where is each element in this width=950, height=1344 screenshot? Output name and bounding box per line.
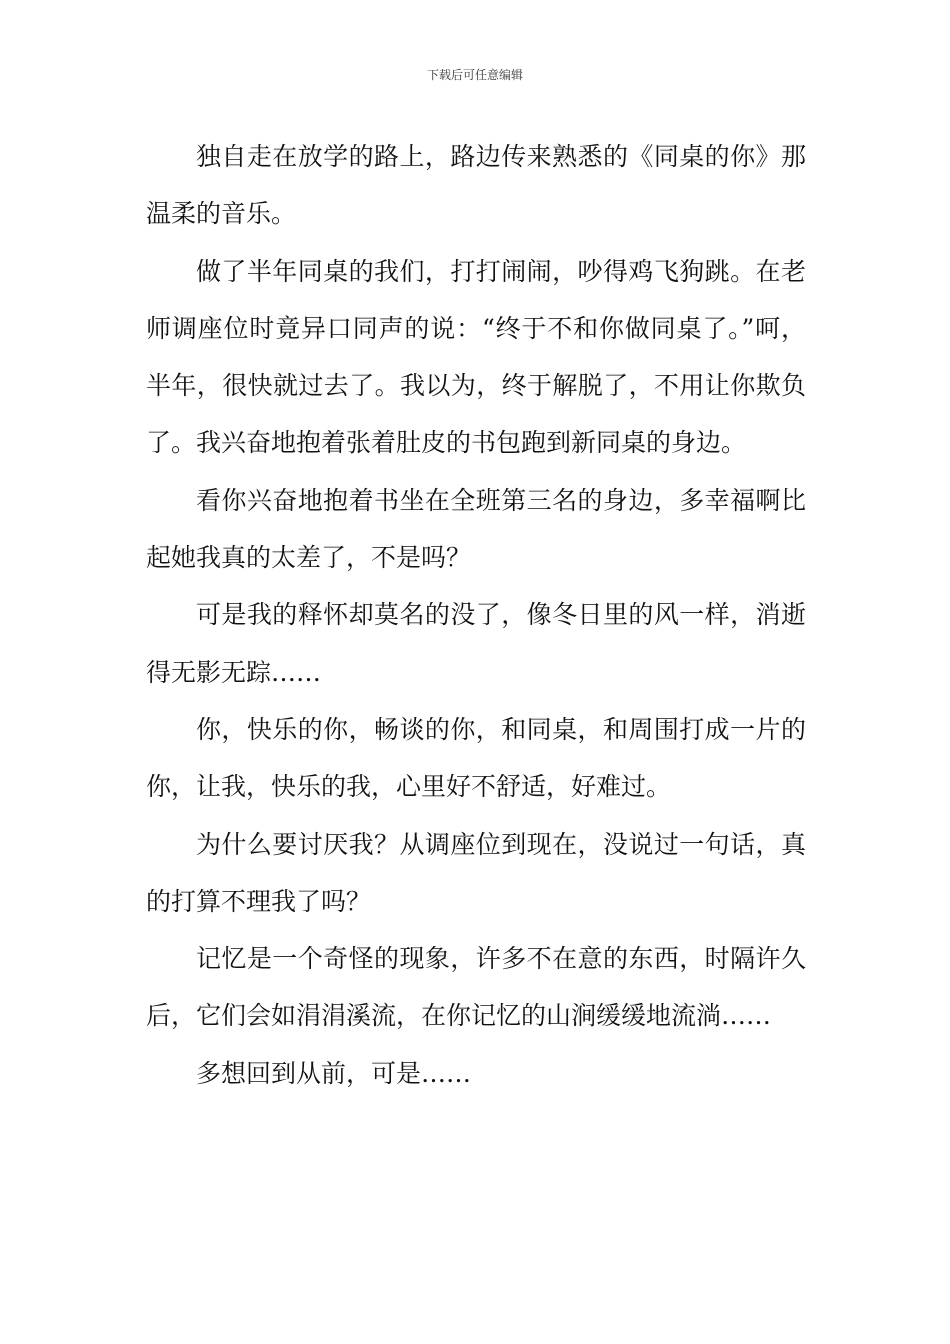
essay-body	[146, 128, 806, 1102]
paragraph: 为什么要讨厌我？从调座位到现在，没说过一句话，真的打算不理我了吗？	[146, 829, 806, 916]
paragraph: 做了半年同桌的我们，打打闹闹，吵得鸡飞狗跳。在老师调座位时竟异口同声的说：“终于不和你做同桌了。”呵，半年，很快就过去了。我以为，终于解脱了，不用让你欺负了。我兴奋地抱着张着肚皮的书包跑到新同桌的身边。	[146, 256, 806, 458]
paragraph: 可是我的释怀却莫名的没了，像冬日里的风一样，消逝得无影无踪……	[146, 600, 806, 687]
paragraph: 多想回到从前，可是……	[196, 1058, 472, 1088]
paragraph: 独自走在放学的路上，路边传来熟悉的《同桌的你》那温柔的音乐。	[146, 142, 806, 229]
paragraph: 你，快乐的你，畅谈的你，和同桌，和周围打成一片的你，让我，快乐的我，心里好不舒适，好难过。	[146, 714, 806, 802]
paragraph: 看你兴奋地抱着书坐在全班第三名的身边，多幸福啊比起她我真的太差了，不是吗？	[146, 485, 806, 573]
paragraph: 记忆是一个奇怪的现象，许多不在意的东西，时隔许久后，它们会如涓涓溪流，在你记忆的山涧缓缓地流淌……	[146, 944, 806, 1031]
page-header: 下载后可任意编辑	[426, 68, 523, 82]
